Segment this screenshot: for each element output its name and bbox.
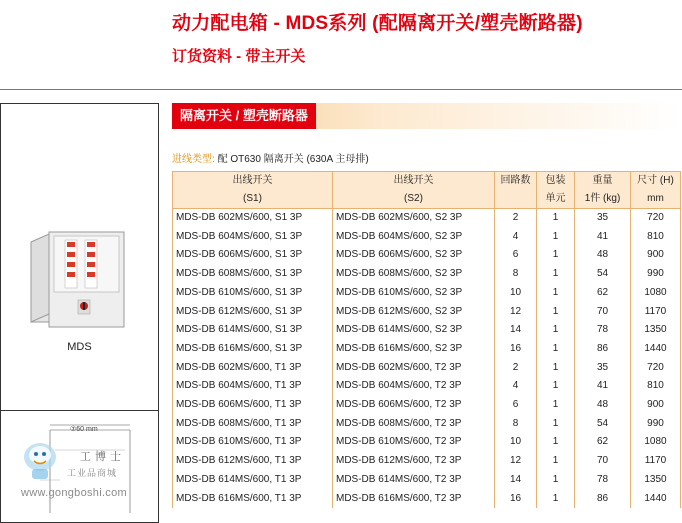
cell-circuits: 10 (495, 284, 537, 303)
table-row (173, 209, 681, 228)
cell-package: 1 (537, 284, 575, 303)
cell-s1-model: MDS-DB 608MS/600, S1 3P (173, 265, 333, 284)
cell-size: 720 (631, 359, 681, 378)
col-header-s1: 出线开关 (173, 172, 333, 191)
cell-circuits: 10 (495, 433, 537, 452)
table-row (173, 433, 681, 452)
cell-s1-model: MDS-DB 610MS/600, T1 3P (173, 433, 333, 452)
table-row (173, 228, 681, 247)
cell-package: 1 (537, 340, 575, 359)
cell-weight: 86 (575, 340, 631, 359)
table-row (173, 396, 681, 415)
table-row (173, 284, 681, 303)
table-header-row (173, 190, 681, 209)
cell-s1-model: MDS-DB 612MS/600, T1 3P (173, 452, 333, 471)
cell-s2-model: MDS-DB 608MS/600, S2 3P (333, 265, 495, 284)
cell-s2-model: MDS-DB 602MS/600, S2 3P (333, 209, 495, 228)
cell-circuits: 8 (495, 265, 537, 284)
header-divider (0, 89, 682, 90)
table-row (173, 452, 681, 471)
table-header-row (173, 172, 681, 191)
cell-s2-model: MDS-DB 604MS/600, S2 3P (333, 228, 495, 247)
cell-package: 1 (537, 433, 575, 452)
cell-weight: 78 (575, 321, 631, 340)
cell-package: 1 (537, 490, 575, 509)
cell-s1-model: MDS-DB 614MS/600, T1 3P (173, 471, 333, 490)
cell-package: 1 (537, 228, 575, 247)
cell-size: 990 (631, 265, 681, 284)
col-subheader-weight: 1件 (kg) (575, 190, 631, 209)
col-header-package: 包装 (537, 172, 575, 191)
watermark-tagline: 工业品商城 (67, 468, 118, 478)
cell-s2-model: MDS-DB 606MS/600, T2 3P (333, 396, 495, 415)
cell-size: 720 (631, 209, 681, 228)
cell-package: 1 (537, 452, 575, 471)
cell-size: 1350 (631, 321, 681, 340)
cell-weight: 41 (575, 228, 631, 247)
table-row (173, 359, 681, 378)
cell-package: 1 (537, 471, 575, 490)
cell-size: 1170 (631, 303, 681, 322)
col-subheader-s2: (S2) (333, 190, 495, 209)
cell-s2-model: MDS-DB 616MS/600, S2 3P (333, 340, 495, 359)
cell-size: 1350 (631, 471, 681, 490)
cell-size: 1080 (631, 284, 681, 303)
cell-s2-model: MDS-DB 610MS/600, T2 3P (333, 433, 495, 452)
col-subheader-circuits (495, 190, 537, 209)
table-row (173, 340, 681, 359)
table-row (173, 415, 681, 434)
cell-s1-model: MDS-DB 606MS/600, T1 3P (173, 396, 333, 415)
col-subheader-size: mm (631, 190, 681, 209)
panel-divider (0, 410, 159, 411)
col-subheader-s1: (S1) (173, 190, 333, 209)
cell-s1-model: MDS-DB 604MS/600, S1 3P (173, 228, 333, 247)
cell-circuits: 4 (495, 228, 537, 247)
cell-circuits: 2 (495, 359, 537, 378)
cell-s1-model: MDS-DB 614MS/600, S1 3P (173, 321, 333, 340)
cell-size: 810 (631, 377, 681, 396)
cell-package: 1 (537, 415, 575, 434)
cell-size: 1440 (631, 490, 681, 509)
cell-size: 1080 (631, 433, 681, 452)
col-header-size: 尺寸 (H) (631, 172, 681, 191)
cell-circuits: 8 (495, 415, 537, 434)
mascot-logo (14, 433, 70, 485)
page-title: 动力配电箱 - MDS系列 (配隔离开关/塑壳断路器) (172, 13, 583, 34)
watermark-url: www.gongboshi.com (21, 487, 127, 499)
cell-package: 1 (537, 303, 575, 322)
cell-s1-model: MDS-DB 616MS/600, S1 3P (173, 340, 333, 359)
table-row (173, 471, 681, 490)
cell-s2-model: MDS-DB 604MS/600, T2 3P (333, 377, 495, 396)
cell-weight: 54 (575, 265, 631, 284)
cell-weight: 78 (575, 471, 631, 490)
cell-circuits: 16 (495, 490, 537, 509)
cell-weight: 70 (575, 452, 631, 471)
cell-weight: 35 (575, 359, 631, 378)
cell-package: 1 (537, 321, 575, 340)
cell-s2-model: MDS-DB 610MS/600, S2 3P (333, 284, 495, 303)
cell-circuits: 6 (495, 396, 537, 415)
cell-circuits: 6 (495, 246, 537, 265)
inline-type-value: 配 OT630 隔离开关 (630A 主母排) (217, 154, 369, 165)
table-row (173, 265, 681, 284)
cell-s1-model: MDS-DB 616MS/600, T1 3P (173, 490, 333, 509)
cell-s2-model: MDS-DB 608MS/600, T2 3P (333, 415, 495, 434)
page-subtitle: 订货资料 - 带主开关 (172, 48, 306, 65)
cell-weight: 41 (575, 377, 631, 396)
cell-package: 1 (537, 396, 575, 415)
section-header: 隔离开关 / 塑壳断路器 (172, 103, 316, 129)
table-row (173, 321, 681, 340)
cell-weight: 70 (575, 303, 631, 322)
cell-size: 810 (631, 228, 681, 247)
cell-circuits: 12 (495, 452, 537, 471)
cell-package: 1 (537, 359, 575, 378)
cell-size: 1440 (631, 340, 681, 359)
product-label: MDS (67, 341, 92, 353)
watermark-brand: 工博士 (80, 450, 125, 463)
cell-size: 900 (631, 396, 681, 415)
cell-weight: 86 (575, 490, 631, 509)
distribution-box-image (30, 222, 126, 332)
cell-s1-model: MDS-DB 612MS/600, S1 3P (173, 303, 333, 322)
cell-s2-model: MDS-DB 616MS/600, T2 3P (333, 490, 495, 509)
cell-s2-model: MDS-DB 612MS/600, S2 3P (333, 303, 495, 322)
cell-s2-model: MDS-DB 606MS/600, S2 3P (333, 246, 495, 265)
cell-s1-model: MDS-DB 610MS/600, S1 3P (173, 284, 333, 303)
cell-s2-model: MDS-DB 614MS/600, T2 3P (333, 471, 495, 490)
cell-circuits: 14 (495, 471, 537, 490)
cell-s1-model: MDS-DB 608MS/600, T1 3P (173, 415, 333, 434)
table-row (173, 303, 681, 322)
cell-s1-model: MDS-DB 602MS/600, T1 3P (173, 359, 333, 378)
cell-circuits: 2 (495, 209, 537, 228)
cell-s1-model: MDS-DB 604MS/600, T1 3P (173, 377, 333, 396)
cell-weight: 35 (575, 209, 631, 228)
cell-package: 1 (537, 246, 575, 265)
cell-weight: 48 (575, 246, 631, 265)
cell-size: 900 (631, 246, 681, 265)
table-row (173, 490, 681, 509)
cell-size: 1170 (631, 452, 681, 471)
cell-weight: 62 (575, 284, 631, 303)
col-subheader-package: 单元 (537, 190, 575, 209)
cell-weight: 62 (575, 433, 631, 452)
cell-weight: 54 (575, 415, 631, 434)
cell-circuits: 12 (495, 303, 537, 322)
inline-type (172, 150, 369, 165)
cell-package: 1 (537, 209, 575, 228)
col-header-weight: 重量 (575, 172, 631, 191)
cell-weight: 48 (575, 396, 631, 415)
cell-circuits: 4 (495, 377, 537, 396)
cell-s2-model: MDS-DB 614MS/600, S2 3P (333, 321, 495, 340)
cell-s1-model: MDS-DB 602MS/600, S1 3P (173, 209, 333, 228)
order-table (172, 171, 681, 508)
table-row (173, 246, 681, 265)
cell-circuits: 16 (495, 340, 537, 359)
table-row (173, 377, 681, 396)
col-header-s2: 出线开关 (333, 172, 495, 191)
cell-s1-model: MDS-DB 606MS/600, S1 3P (173, 246, 333, 265)
cell-package: 1 (537, 377, 575, 396)
col-header-circuits: 回路数 (495, 172, 537, 191)
cell-package: 1 (537, 265, 575, 284)
cell-s2-model: MDS-DB 612MS/600, T2 3P (333, 452, 495, 471)
cell-size: 990 (631, 415, 681, 434)
inline-type-label: 进线类型: (172, 154, 215, 165)
cell-circuits: 14 (495, 321, 537, 340)
cell-s2-model: MDS-DB 602MS/600, T2 3P (333, 359, 495, 378)
dimension-label: ⑦60 mm (70, 426, 98, 433)
